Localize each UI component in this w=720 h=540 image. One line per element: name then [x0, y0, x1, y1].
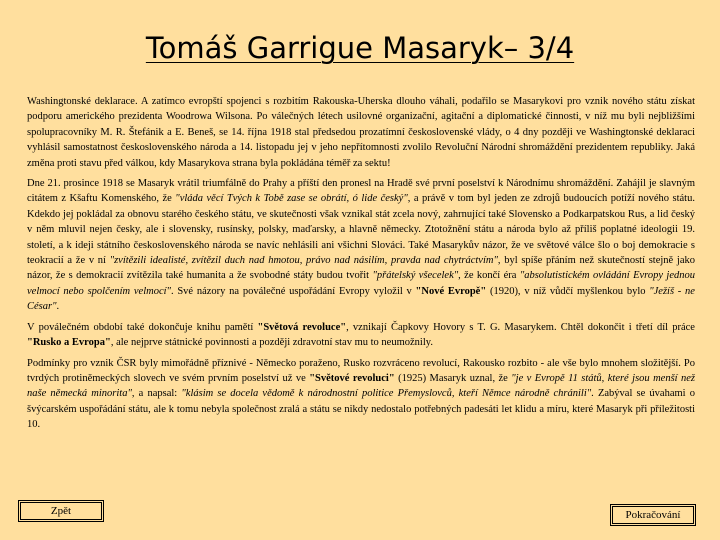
paragraph-3: [27, 320, 695, 351]
text-run: (1920), v níž vůdčí myšlenkou bylo: [486, 285, 650, 297]
book-title: "Světové revoluci": [309, 372, 395, 384]
paragraph-4: [27, 356, 695, 433]
quote: "vláda věcí Tvých k Tobě zase se obrátí, ó lide český": [175, 193, 408, 205]
text-run: , a napsal:: [131, 388, 182, 400]
text-run: V poválečném období také dokončuje knihu pamětí: [27, 321, 258, 333]
text-content: [27, 94, 695, 438]
quote: "klásim se docela vědomě k národnostní politice Přemyslovců, kteří Němce národně chránili": [181, 388, 592, 400]
page-title: [0, 30, 720, 66]
paragraph-1: Washingtonské deklarace. A zatímco evropští spojenci s rozbitím Rakouska-Uherska dlouho váhali, podařilo se Masarykovi pro vznik nového státu získat podporu amerického prezidenta Woodrowa Wilsona. Po válečných létech usilovné organizační, agitační a diplomatické činnosti, v níž mu byli nejbližšími spolupracovníky M. R. Štefánik a E. Beneš, se 14. října 1918 stal předsedou prozatímní československé vlády, o 4 dny později ve Washingtonské deklaraci vyhlásil samostatnost československého národa a 14. listopadu jej v jeho nepřítomnosti zvolilo Revoluční Národní shromáždění prezidentem republiky. Jaká změna proti stavu před válkou, kdy Masarykova strana byla pokládána téměř za sektu!: [27, 96, 695, 169]
text-run: Dne 21. prosince 1918 se Masaryk vrátil triumfálně do Prahy a příští den pronesl na Hradě své první poselství k Národnímu shromáždění. Zahájil je slavným citátem z Kšaftu Komenského, že: [27, 178, 695, 205]
next-button[interactable]: Pokračování: [612, 506, 694, 524]
book-title: "Nové Evropě": [415, 285, 487, 297]
quote: "zvítězili idealisté, zvítězil duch nad hmotou, právo nad násilím, pravda nad chytráctvím": [109, 255, 498, 267]
text-run: .: [56, 301, 60, 313]
page-title-text: Tomáš Garrigue Masaryk– 3/4: [145, 31, 575, 65]
text-run: , byl spíše přáním než skutečností stejně jako názor, že s demokracií zvítězila také humanita a že svobodné státy budou tvořit: [27, 255, 695, 282]
text-run: (1925) Masaryk uznal, že: [394, 372, 512, 384]
text-run: Podmínky pro vznik ČSR byly mimořádně příznivé - Německo poraženo, Rusko rozvráceno revolucí, Rakousko rozbito - ale vše bylo mnohem složitější. Po tvrdých protiněmeckých slovech ve svém prvním poselství už ve: [27, 357, 695, 384]
book-title: "Světová revoluce": [257, 321, 347, 333]
quote: "je v Evropě 11 států, které jsou menší než naše německá minorita": [27, 372, 696, 400]
text-run: , vznikají Čapkovy Hovory s T. G. Masarykem. Chtěl dokončit i třetí díl práce: [346, 321, 695, 333]
back-button[interactable]: Zpět: [20, 502, 102, 520]
quote: "přátelský všecelek": [372, 270, 459, 282]
quote: "Ježíš - ne César": [27, 285, 695, 313]
text-run: , že končí éra: [458, 270, 520, 282]
text-run: , ale nejprve státnické povinnosti a později zdravotní stav mu to neumožnily.: [110, 337, 433, 349]
book-title: "Rusko a Evropa": [27, 337, 111, 349]
text-run: . Zabýval se úvahami o švýcarském uspořádání státu, ale k tomu nebyla společnost zralá a státu se nikdy nedostalo potřebných padesáti let klidu a míru, které Masaryk při příležitosti 10.: [27, 388, 695, 431]
paragraph-2: [27, 176, 695, 315]
quote: "absolutistickém ovládání Evropy jednou velmocí nebo spolčením velmocí": [27, 270, 695, 297]
text-run: , a právě v tom byl jeden ze zdrojů budoucích potíží nového státu. Kdekdo jej pokládal za obnovu starého českého státu, ve skutečnosti však vznikal stát zcela nový, zahrnující také Slovensko a Podkarpatskou Rus, a lid český v něm mluvil nejen česky, ale i slovensky, rusínsky, polsky, maďarsky, a hlavně německy. Ztotožnění státu a národa bylo až příliš poplatné ideologii 19. století, a k ideji státního československého národa se navíc nehlásili ani všichni Slováci. Také Masarykův názor, že ve světové válce šlo o boj demokracie s teokracií a že v ní: [27, 193, 695, 267]
text-run: . Své názory na poválečné uspořádání Evropy vyložil v: [170, 285, 416, 297]
